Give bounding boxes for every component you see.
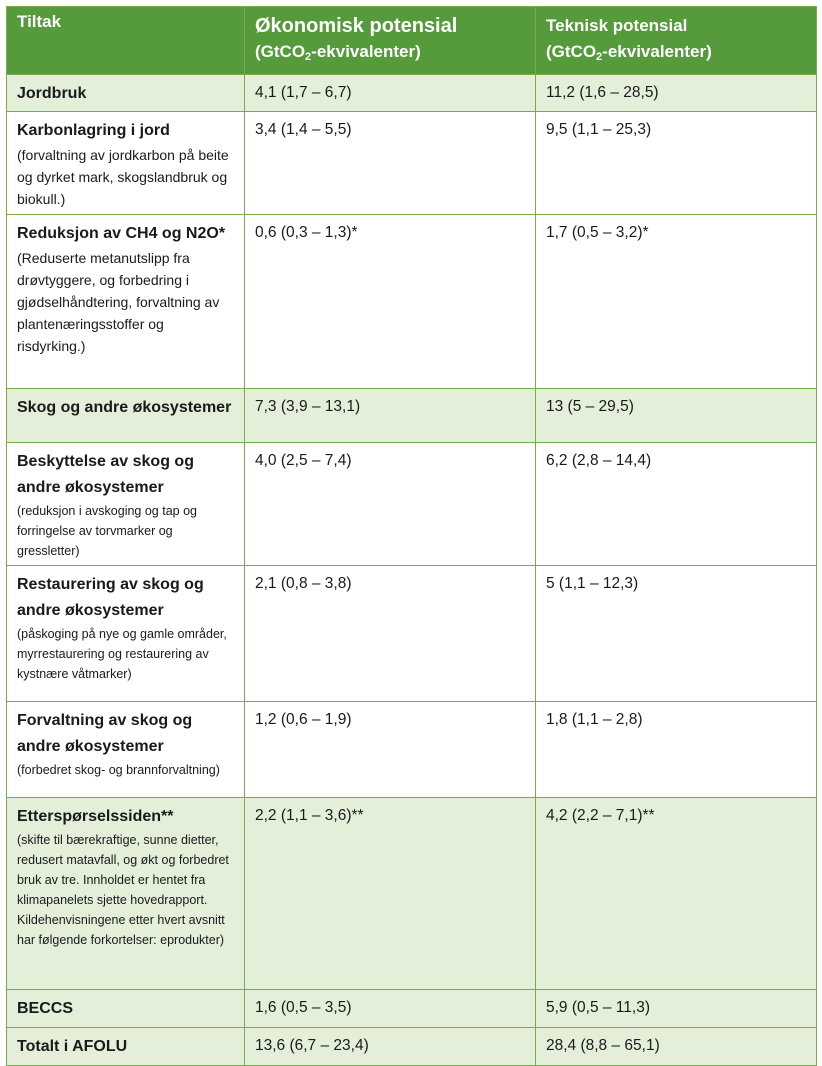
table-row [7, 566, 817, 702]
row-desc: (Reduserte metanutslipp fra drøvtyggere, og forbedring i gjødselhåndtering, forvaltning av plantenæringsstoffer og risdyrking.) [17, 250, 220, 354]
header-row [7, 7, 817, 75]
technical-value: 5 (1,1 – 12,3) [546, 575, 639, 592]
row-name: Karbonlagring i jord [17, 122, 170, 139]
technical-value: 1,7 (0,5 – 3,2)* [546, 224, 649, 241]
row-name: Forvaltning av skog og andre økosystemer [17, 712, 193, 755]
row-name: Reduksjon av CH4 og N2O* [17, 225, 226, 242]
technical-value: 4,2 (2,2 – 7,1)** [546, 807, 655, 824]
row-desc: (skifte til bærekraftige, sunne dietter, redusert matavfall, og økt og forbedret bruk av tre. Innholdet er hentet fra klimapanelets sjette hovedrapport. Kildehenvisningene etter hvert avsnitt har følgende forkortelser: eprodukter) [17, 833, 229, 947]
header-economic-title: Økonomisk potensial [255, 15, 458, 37]
row-name: Beskyttelse av skog og andre økosystemer [17, 453, 194, 496]
table-row [7, 75, 817, 112]
technical-value: 5,9 (0,5 – 11,3) [546, 999, 650, 1016]
economic-value: 3,4 (1,4 – 5,5) [255, 121, 352, 138]
table-row [7, 389, 817, 443]
table-row [7, 798, 817, 990]
economic-value: 1,6 (0,5 – 3,5) [255, 999, 352, 1016]
economic-value: 0,6 (0,3 – 1,3)* [255, 224, 358, 241]
economic-value: 2,1 (0,8 – 3,8) [255, 575, 352, 592]
row-desc: (reduksjon i avskoging og tap og forringelse av torvmarker og gressletter) [17, 504, 197, 558]
technical-value: 13 (5 – 29,5) [546, 398, 634, 415]
header-economic [245, 7, 536, 75]
row-name: Jordbruk [17, 85, 87, 102]
economic-value: 2,2 (1,1 – 3,6)** [255, 807, 364, 824]
row-desc: (påskoging på nye og gamle områder, myrrestaurering og restaurering av kystnære våtmarker) [17, 627, 227, 681]
table-row [7, 990, 817, 1028]
header-technical-unit: (GtCO$_2$-ekvivalenter) [546, 42, 712, 63]
header-tiltak: Tiltak [7, 7, 245, 75]
row-name: Restaurering av skog og andre økosystemer [17, 576, 204, 619]
row-name: BECCS [17, 1000, 74, 1017]
technical-value: 6,2 (2,8 – 14,4) [546, 452, 652, 469]
technical-value: 9,5 (1,1 – 25,3) [546, 121, 652, 138]
row-name: Totalt i AFOLU [17, 1038, 128, 1055]
row-desc: (forbedret skog- og brannforvaltning) [17, 763, 220, 777]
table-row [7, 443, 817, 566]
economic-value: 7,3 (3,9 – 13,1) [255, 398, 361, 415]
header-technical-title: Teknisk potensial [546, 16, 688, 35]
table-row [7, 1028, 817, 1066]
potential-table [6, 6, 817, 1066]
technical-value: 11,2 (1,6 – 28,5) [546, 84, 659, 101]
header-technical [536, 7, 817, 75]
table-row [7, 112, 817, 215]
technical-value: 1,8 (1,1 – 2,8) [546, 711, 643, 728]
technical-value: 28,4 (8,8 – 65,1) [546, 1037, 660, 1054]
header-economic-unit: (GtCO$_2$-ekvivalenter) [255, 42, 421, 63]
row-desc: (forvaltning av jordkarbon på beite og dyrket mark, skogslandbruk og biokull.) [17, 147, 229, 207]
row-name: Skog og andre økosystemer [17, 399, 232, 416]
economic-value: 1,2 (0,6 – 1,9) [255, 711, 352, 728]
table-row [7, 215, 817, 389]
row-name: Etterspørselssiden** [17, 808, 174, 825]
table-row [7, 702, 817, 798]
economic-value: 13,6 (6,7 – 23,4) [255, 1037, 369, 1054]
economic-value: 4,1 (1,7 – 6,7) [255, 84, 352, 101]
economic-value: 4,0 (2,5 – 7,4) [255, 452, 352, 469]
